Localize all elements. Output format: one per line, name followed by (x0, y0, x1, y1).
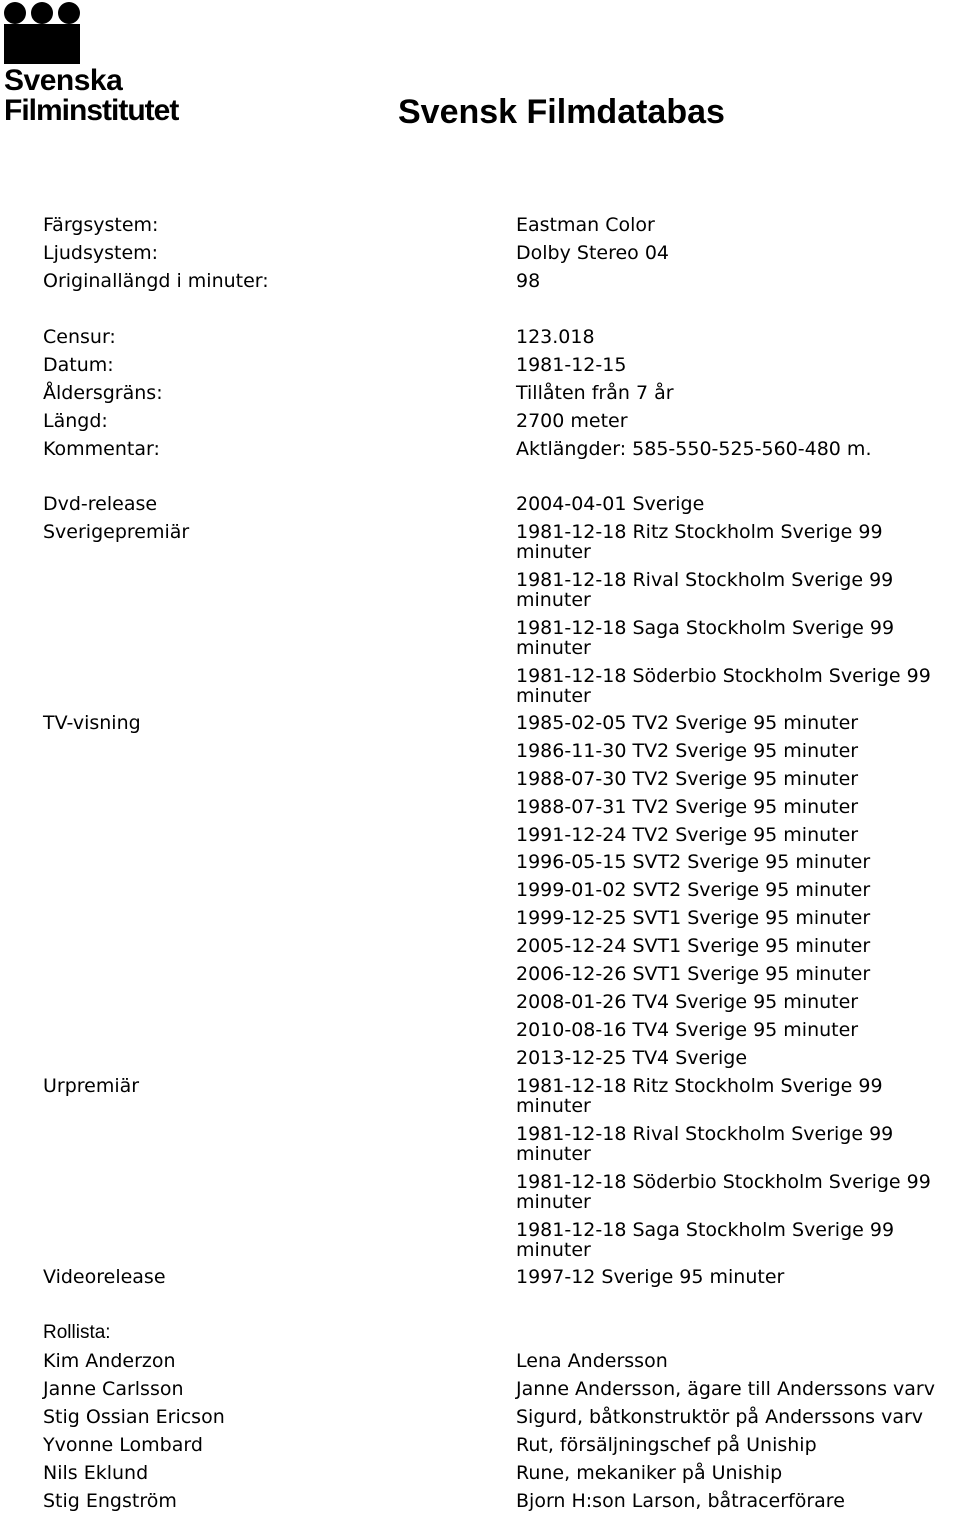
cast-actor: Yvonne Lombard (43, 1434, 203, 1456)
tv-screening-entry: 1988-07-31 TV2 Sverige 95 minuter (516, 796, 859, 818)
sweden-premiere-label: Sverigepremiär (43, 521, 190, 543)
censorship-label: Censur: (43, 326, 116, 348)
cast-role: Rune, mekaniker på Uniship (516, 1462, 783, 1484)
original-length-value: 98 (516, 270, 541, 292)
world-premiere-entry: 1981-12-18 Ritz Stockholm Sverige 99 minuter (516, 1075, 883, 1117)
tv-screening-entry: 1999-12-25 SVT1 Sverige 95 minuter (516, 907, 871, 929)
cast-role: Lena Andersson (516, 1350, 668, 1372)
sweden-premiere-entry: 1981-12-18 Saga Stockholm Sverige 99 minuter (516, 617, 895, 659)
color-system-value: Eastman Color (516, 214, 655, 236)
logo-text-line2: Filminstitutet (4, 94, 179, 127)
sound-system-label: Ljudsystem: (43, 242, 159, 264)
tv-screening-entry: 2010-08-16 TV4 Sverige 95 minuter (516, 1019, 859, 1041)
cast-actor: Janne Carlsson (43, 1378, 184, 1400)
length-label: Längd: (43, 410, 108, 432)
world-premiere-entry: 1981-12-18 Söderbio Stockholm Sverige 99 minuter (516, 1171, 931, 1213)
comment-value: Aktlängder: 585-550-525-560-480 m. (516, 438, 872, 460)
cast-role: Sigurd, båtkonstruktör på Anderssons varv (516, 1406, 924, 1428)
cast-actor: Nils Eklund (43, 1462, 149, 1484)
tv-screening-entry: 2013-12-25 TV4 Sverige (516, 1047, 748, 1069)
comment-label: Kommentar: (43, 438, 160, 460)
tv-screening-entry: 1985-02-05 TV2 Sverige 95 minuter (516, 712, 859, 734)
cast-heading: Rollista: (43, 1322, 111, 1343)
sweden-premiere-entry: 1981-12-18 Söderbio Stockholm Sverige 99 minuter (516, 665, 931, 707)
cast-actor: Kim Anderzon (43, 1350, 176, 1372)
date-label: Datum: (43, 354, 114, 376)
world-premiere-entry: 1981-12-18 Rival Stockholm Sverige 99 minuter (516, 1123, 894, 1165)
world-premiere-entry: 1981-12-18 Saga Stockholm Sverige 99 minuter (516, 1219, 895, 1261)
tv-screening-entry: 1991-12-24 TV2 Sverige 95 minuter (516, 824, 859, 846)
logo-dot (31, 2, 53, 24)
svenska-filminstitutet-logo (4, 2, 214, 132)
sweden-premiere-entry: 1981-12-18 Rival Stockholm Sverige 99 minuter (516, 569, 894, 611)
world-premiere-label: Urpremiär (43, 1075, 140, 1097)
tv-screening-entry: 2006-12-26 SVT1 Sverige 95 minuter (516, 963, 871, 985)
tv-screening-label: TV-visning (43, 712, 141, 734)
sound-system-value: Dolby Stereo 04 (516, 242, 670, 264)
video-release-entry: 1997-12 Sverige 95 minuter (516, 1266, 785, 1288)
dvd-release-label: Dvd-release (43, 493, 158, 515)
logo-text-line1: Svenska (4, 64, 123, 97)
cast-actor: Stig Engström (43, 1490, 177, 1512)
tv-screening-entry: 1986-11-30 TV2 Sverige 95 minuter (516, 740, 859, 762)
tv-screening-entry: 1988-07-30 TV2 Sverige 95 minuter (516, 768, 859, 790)
age-limit-value: Tillåten från 7 år (516, 382, 674, 404)
dvd-release-entry: 2004-04-01 Sverige (516, 493, 705, 515)
sweden-premiere-entry: 1981-12-18 Ritz Stockholm Sverige 99 minuter (516, 521, 883, 563)
tv-screening-entry: 1999-01-02 SVT2 Sverige 95 minuter (516, 879, 871, 901)
original-length-label: Originallängd i minuter: (43, 270, 269, 292)
tv-screening-entry: 2008-01-26 TV4 Sverige 95 minuter (516, 991, 859, 1013)
censorship-value: 123.018 (516, 326, 595, 348)
video-release-label: Videorelease (43, 1266, 166, 1288)
logo-dot (58, 2, 80, 24)
cast-role: Janne Andersson, ägare till Anderssons varv (516, 1378, 935, 1400)
page-title: Svensk Filmdatabas (398, 93, 725, 131)
age-limit-label: Åldersgräns: (43, 382, 163, 404)
date-value: 1981-12-15 (516, 354, 627, 376)
cast-actor: Stig Ossian Ericson (43, 1406, 225, 1428)
cast-role: Rut, försäljningschef på Uniship (516, 1434, 817, 1456)
tv-screening-entry: 1996-05-15 SVT2 Sverige 95 minuter (516, 851, 871, 873)
length-value: 2700 meter (516, 410, 628, 432)
color-system-label: Färgsystem: (43, 214, 159, 236)
logo-dot (4, 2, 26, 24)
logo-square (4, 24, 80, 64)
tv-screening-entry: 2005-12-24 SVT1 Sverige 95 minuter (516, 935, 871, 957)
cast-role: Bjorn H:son Larson, båtracerförare (516, 1490, 845, 1512)
